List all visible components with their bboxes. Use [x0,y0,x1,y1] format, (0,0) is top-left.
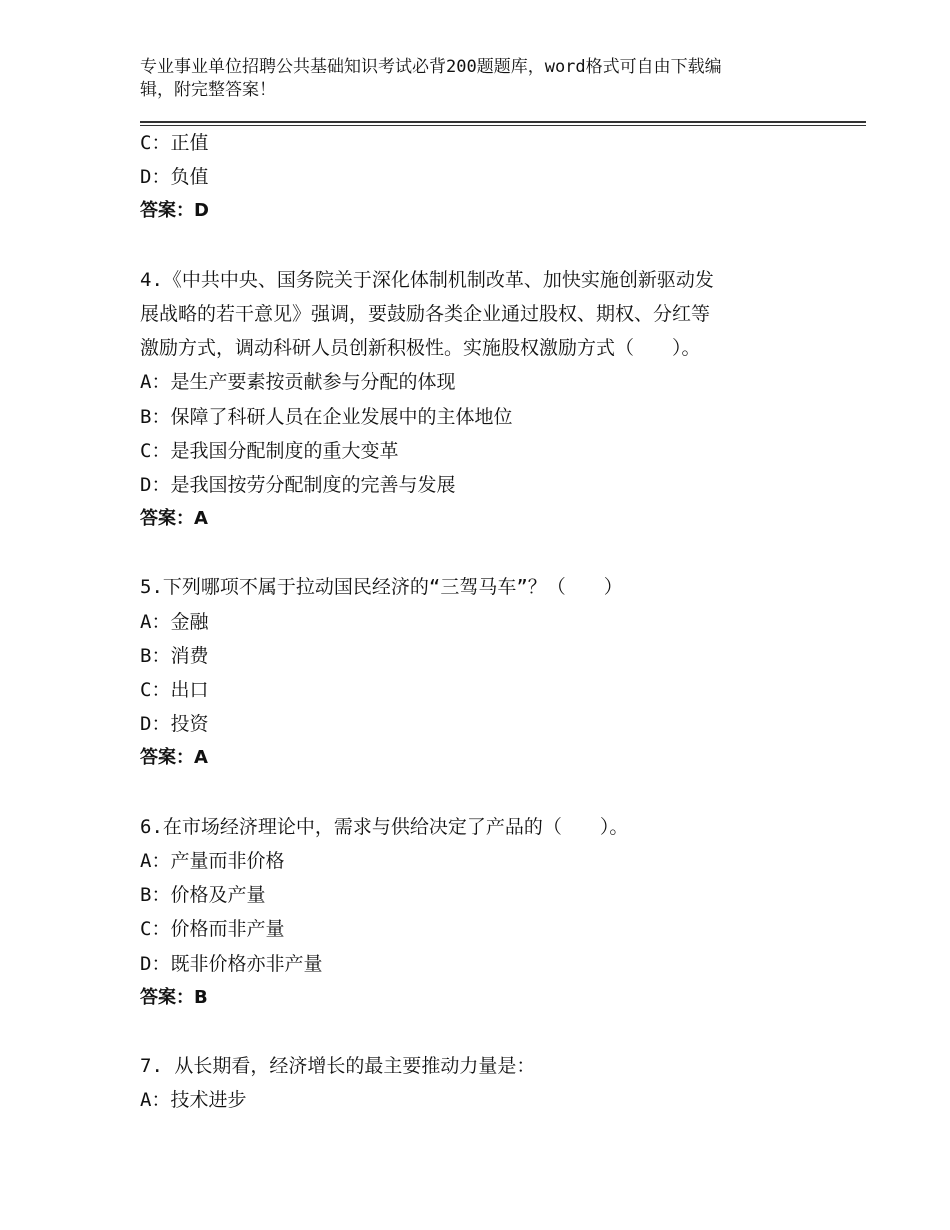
document-body [140,126,800,1117]
question-4-line-3: 激励方式，调动科研人员创新积极性。实施股权激励方式（ ）。 [140,337,701,360]
header-line-2: 辑，附完整答案！ [140,80,276,100]
option-c: C：是我国分配制度的重大变革 [140,439,399,462]
answer-line: 答案：D [140,200,209,222]
question-block-prev [140,126,800,229]
option-a: A：金融 [140,610,209,633]
spacer [140,776,800,810]
page-header [140,56,790,102]
option-d: D：是我国按劳分配制度的完善与发展 [140,473,456,496]
option-a: A：技术进步 [140,1089,247,1112]
option-d: D：既非价格亦非产量 [140,952,323,975]
header-line-1: 专业事业单位招聘公共基础知识考试必背200题题库，word格式可自由下载编 [140,57,722,77]
question-block-4 [140,263,800,537]
question-4-line-2: 展战略的若干意见》强调，要鼓励各类企业通过股权、期权、分红等 [140,302,711,325]
option-c: C：正值 [140,132,209,154]
option-a: A：产量而非价格 [140,849,285,872]
question-block-6 [140,810,800,1015]
spacer [140,536,800,570]
question-6-line-1: 6.在市场经济理论中，需求与供给决定了产品的（ ）。 [140,815,629,838]
question-4-line-1: 4.《中共中央、国务院关于深化体制机制改革、加快实施创新驱动发 [140,268,714,291]
question-5-line-1: 5.下列哪项不属于拉动国民经济的“三驾马车”？（ ） [140,576,623,599]
option-b: B：价格及产量 [140,884,266,907]
question-block-7 [140,1049,800,1117]
option-d: D：投资 [140,713,209,736]
option-c: C：价格而非产量 [140,918,285,941]
option-c: C：出口 [140,679,209,701]
option-d: D：负值 [140,166,209,189]
option-a: A：是生产要素按贡献参与分配的体现 [140,371,456,394]
option-b: B：消费 [140,644,209,667]
spacer [140,1015,800,1049]
question-block-5 [140,570,800,775]
header-rule-thick [140,121,866,123]
spacer [140,229,800,263]
question-7-line-1: 7. 从长期看，经济增长的最主要推动力量是： [140,1055,536,1078]
answer-line: 答案：A [140,747,208,769]
answer-line: 答案：A [140,508,208,530]
answer-line: 答案：B [140,986,208,1008]
option-b: B：保障了科研人员在企业发展中的主体地位 [140,405,513,428]
